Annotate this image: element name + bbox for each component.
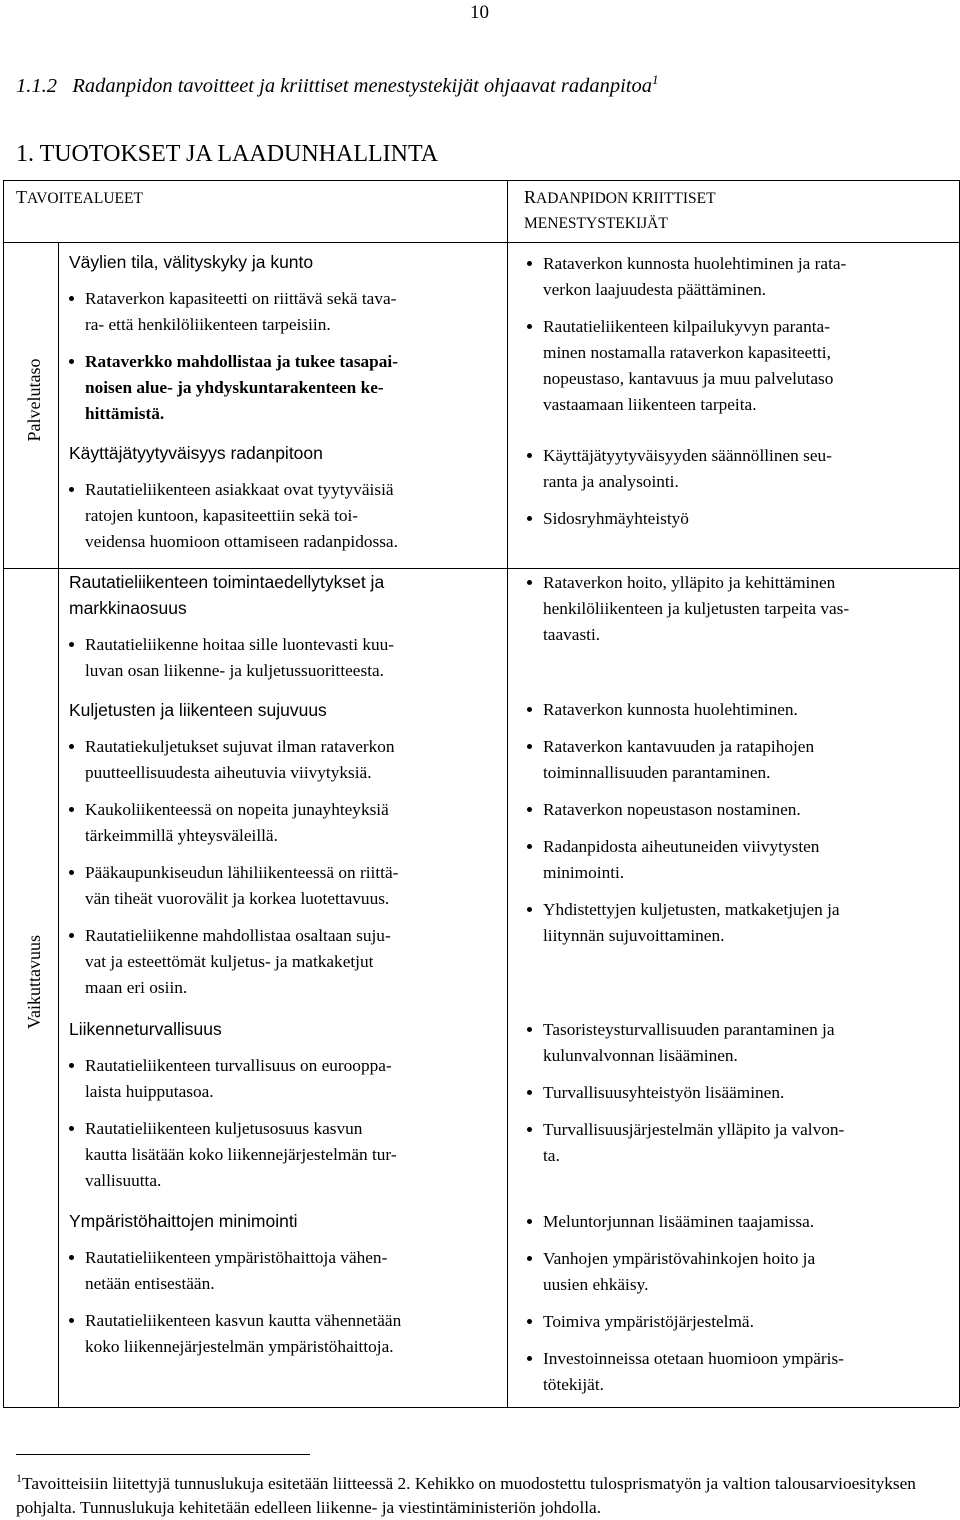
success-factor-group — [527, 1209, 952, 1398]
success-factor-bullet: Käyttäjätyytyväisyyden säännöllinen seu- ranta ja analysointi. — [527, 443, 952, 495]
objective-area-title: Rautatieliikenteen toimintaedellytykset ja markkinaosuus — [69, 572, 385, 618]
objective-area — [69, 569, 499, 684]
success-factor-group — [527, 570, 952, 648]
success-factor-bullet: Meluntorjunnan lisääminen taajamissa. — [527, 1209, 952, 1235]
success-factor-group — [527, 443, 952, 532]
success-factor-bullet: Rataverkon nopeustason nostaminen. — [527, 797, 952, 823]
objective-bullet: Pääkaupunkiseudun lähiliikenteessä on riittä- vän tiheät vuorovälit ja korkea luotettavuus. — [69, 860, 499, 912]
objective-area-title: Väylien tila, välityskyky ja kunto — [69, 252, 314, 272]
objective-bullet: Rautatieliikenteen turvallisuus on eurooppa- laista huipputasoa. — [69, 1053, 499, 1105]
success-factor-bullet: Toimiva ympäristöjärjestelmä. — [527, 1309, 952, 1335]
left-column-header: TAVOITEALUEET — [16, 187, 143, 207]
objective-bullet: Kaukoliikenteessä on nopeita junayhteyksiä tärkeimmillä yhteysväleillä. — [69, 797, 499, 849]
objective-area-title: Käyttäjätyytyväisyys radanpitoon — [69, 443, 323, 463]
table-left-border — [3, 180, 4, 1407]
success-factor-group — [527, 1017, 952, 1169]
success-factor-bullet: Yhdistettyjen kuljetusten, matkaketjujen ja liitynnän sujuvoittaminen. — [527, 897, 952, 949]
footnote — [16, 1466, 946, 1520]
objective-area-title: Ympäristöhaittojen minimointi — [69, 1211, 298, 1231]
table-bottom-border — [3, 1407, 959, 1408]
objective-bullet: Rautatieliikenne hoitaa sille luontevasti kuu- luvan osan liikenne- ja kuljetussuoritteesta. — [69, 632, 499, 684]
objective-area — [69, 1208, 499, 1360]
section-title-text: Radanpidon tavoitteet ja kriittiset menestystekijät ohjaavat radanpitoa — [72, 74, 652, 97]
success-factor-bullet: Rataverkon kunnosta huolehtiminen. — [527, 697, 952, 723]
objective-area-title: Liikenneturvallisuus — [69, 1019, 222, 1039]
objective-area-title: Kuljetusten ja liikenteen sujuvuus — [69, 700, 327, 720]
objective-bullet: Rautatieliikenteen kasvun kautta vähennetään koko liikennejärjestelmän ympäristöhaittoja. — [69, 1308, 499, 1360]
label-column-divider — [58, 242, 59, 1407]
success-factor-bullet: Tasoristeysturvallisuuden parantaminen ja kulunvalvonnan lisääminen. — [527, 1017, 952, 1069]
success-factor-bullet: Investoinneissa otetaan huomioon ympäris- tötekijät. — [527, 1346, 952, 1398]
main-heading: 1. TUOTOKSET JA LAADUNHALLINTA — [16, 141, 439, 167]
success-factor-group — [527, 251, 952, 418]
side-label-vaikuttavuus: Vaikuttavuus — [24, 935, 44, 1029]
success-factor-bullet: Radanpidosta aiheutuneiden viivytysten minimointi. — [527, 834, 952, 886]
right-column-header: RADANPIDON KRIITTISET MENESTYSTEKIJÄT — [524, 187, 716, 232]
success-factor-group — [527, 697, 952, 949]
footnote-divider — [16, 1454, 310, 1455]
objective-area — [69, 1016, 499, 1194]
objective-bullet: Rataverkon kapasiteetti on riittävä sekä tava- ra- että henkilöliikenteen tarpeisiin. — [69, 286, 499, 338]
side-label-palvelutaso: Palvelutaso — [24, 358, 44, 442]
objective-area — [69, 697, 499, 1001]
objective-area — [69, 440, 499, 555]
success-factor-bullet: Turvallisuusjärjestelmän ylläpito ja valvon- ta. — [527, 1117, 952, 1169]
footnote-text: Tavoitteisiin liitettyjä tunnuslukuja esitetään liitteessä 2. Kehikko on muodostettu tulosprismatyön ja valtion talousarvioesityksen pohjalta. Tunnuslukuja kehitetään edelleen liikenne- ja viestintäministeriön johdolla. — [16, 1473, 916, 1517]
footnote-marker: 1 — [16, 1471, 22, 1485]
objective-bullet: Rautatiekuljetukset sujuvat ilman rataverkon puutteellisuudesta aiheutuvia viivytyksiä. — [69, 734, 499, 786]
objective-bullet: Rautatieliikenteen asiakkaat ovat tyytyväisiä ratojen kuntoon, kapasiteettiin sekä toi- veidensa huomioon ottamiseen radanpidossa. — [69, 477, 499, 555]
success-factor-bullet: Vanhojen ympäristövahinkojen hoito ja uusien ehkäisy. — [527, 1246, 952, 1298]
success-factor-bullet: Sidosryhmäyhteistyö — [527, 506, 952, 532]
success-factor-bullet: Rataverkon hoito, ylläpito ja kehittäminen henkilöliikenteen ja kuljetusten tarpeita vas- taavasti. — [527, 570, 952, 648]
objective-bullet: Rataverkko mahdollistaa ja tukee tasapai- noisen alue- ja yhdyskuntarakenteen ke- hittämistä. — [69, 349, 499, 427]
success-factor-bullet: Turvallisuusyhteistyön lisääminen. — [527, 1080, 952, 1106]
objective-bullet: Rautatieliikenteen kuljetusosuus kasvun kautta lisätään koko liikennejärjestelmän tur- vallisuutta. — [69, 1116, 499, 1194]
section-title — [16, 72, 658, 98]
section-number: 1.1.2 — [16, 74, 57, 97]
table-top-border — [3, 180, 959, 181]
success-factor-bullet: Rataverkon kunnosta huolehtiminen ja rata- verkon laajuudesta päättäminen. — [527, 251, 952, 303]
objective-area — [69, 249, 499, 427]
objective-bullet: Rautatieliikenteen ympäristöhaittoja vähen- netään entisestään. — [69, 1245, 499, 1297]
page-number: 10 — [470, 2, 489, 23]
table-header-divider — [3, 242, 959, 243]
objective-bullet: Rautatieliikenne mahdollistaa osaltaan suju- vat ja esteettömät kuljetus- ja matkaketjut maan eri osiin. — [69, 923, 499, 1001]
center-column-divider — [507, 180, 508, 1407]
success-factor-bullet: Rautatieliikenteen kilpailukyvyn paranta- minen nostamalla rataverkon kapasiteetti, nopeustaso, kantavuus ja muu palvelutaso vastaamaan liikenteen tarpeita. — [527, 314, 952, 418]
success-factor-bullet: Rataverkon kantavuuden ja ratapihojen toiminnallisuuden parantaminen. — [527, 734, 952, 786]
footnote-ref: 1 — [651, 72, 659, 87]
